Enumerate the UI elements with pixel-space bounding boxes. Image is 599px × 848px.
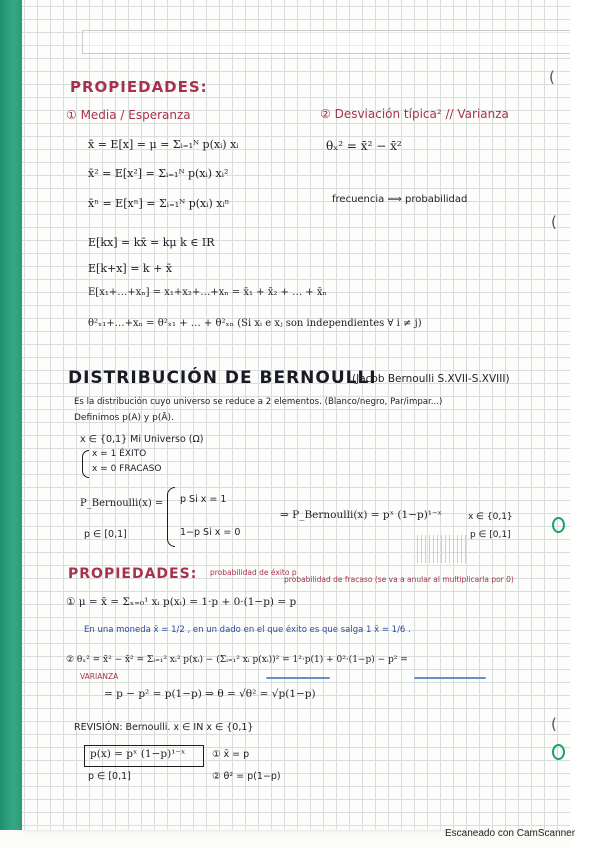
header-box [82,30,584,54]
bernoulli-title: DISTRIBUCIÓN DE BERNOULLI [68,368,377,388]
cases-brace [167,487,175,547]
grid-paper-page [22,0,570,830]
binder-hole-mark: ( [549,68,555,86]
binder-hole-mark: ( [551,715,557,733]
revision-mean: ① x̄ = p [212,749,250,760]
bernoulli-universe: x ∈ {0,1} Mi Universo (Ω) [80,434,204,445]
formula-nth-moment: x̄ⁿ = E[xⁿ] = Σᵢ₌₁ᴺ p(xᵢ) xᵢⁿ [88,197,230,210]
frequency-note: frecuencia ⟹ probabilidad [332,194,468,205]
bernoulli-pmf-compact: ⇒ P_Bernoulli(x) = pˣ (1−p)¹⁻ˣ [280,509,443,521]
revision-variance: ② θ² = p(1−p) [212,771,281,782]
p-range: p ∈ [0,1] [84,529,127,540]
note-failure-prob: probabilidad de fracaso (se va a anular al multiplicarla por 0) [284,575,514,584]
note-success-prob: probabilidad de éxito p [210,568,297,577]
variance-subtitle: ② Desviación típica² // Varianza [320,107,509,121]
page-margin [570,0,599,848]
case-failure: 1−p Si x = 0 [180,527,241,538]
property-scale: E[kx] = kx̄ = kμ k ∈ IR [88,236,215,249]
bernoulli-attribution: (Jacob Bernoulli S.XVII-S.XVIII) [352,373,510,385]
bernoulli-description: Es la distribución cuyo universo se reduce a 2 elementos. (Blanco/negro, Par/impar...) [74,397,443,407]
property-shift: E[k+x] = k + x̄ [88,262,172,275]
case-success: p Si x = 1 [180,494,227,505]
formula-second-moment: x̄² = E[x²] = Σᵢ₌₁ᴺ p(xᵢ) xᵢ² [88,167,229,180]
pink-hatch-marks [417,535,467,563]
outcome-failure: x = 0 FRACASO [92,464,162,474]
variance-label: VARIANZA [80,672,119,681]
formula-variance: θₓ² = x̄² − x̄² [326,139,402,153]
bernoulli-std-dev: = p − p² = p(1−p) ⇒ θ = √θ² = √p(1−p) [104,688,316,700]
outcome-brace [82,450,89,478]
bernoulli-mean: ① μ = x̄ = Σₓ₌₀¹ xᵢ p(xᵢ) = 1·p + 0·(1−p) = p [66,596,297,608]
domain-p: p ∈ [0,1] [470,530,511,540]
notebook-spine [0,0,22,830]
property-variance-sum: θ²ₓ₁+…+xₙ = θ²ₓ₁ + … + θ²ₓₙ (Si xᵢ e xⱼ son independientes ∀ i ≠ j) [88,318,422,329]
revision-header: REVISIÓN: Bernoulli. x ∈ IN x ∈ {0,1} [74,722,254,733]
section2-heading: PROPIEDADES: [68,566,198,582]
bernoulli-definition: Definimos p(A) y p(Ā). [74,413,174,423]
section1-heading: PROPIEDADES: [70,78,208,96]
bernoulli-variance: ② θₓ² = x̄² − x̄² = Σᵢ₌₁² xᵢ² p(xᵢ) − (Σᵢ₌₁² xᵢ p(xᵢ))² = 1²·p(1) + 0²·(1−p) − p² = [66,655,408,665]
mean-subtitle: ① Media / Esperanza [66,108,191,122]
scanner-footer: Escaneado con CamScanner [445,828,576,839]
green-binder-ring [552,744,565,760]
property-sum: E[x₁+…+xₙ] = x₁+x₂+…+xₙ = x̄₁ + x̄₂ + … + x̄ₙ [88,287,327,298]
blue-brace-underline [266,677,330,679]
binder-hole-mark: ( [551,213,557,231]
green-binder-ring [552,517,565,533]
revision-p-range: p ∈ [0,1] [88,771,131,782]
bernoulli-pmf-label: P_Bernoulli(x) = [80,498,164,509]
outcome-success: x = 1 ÉXITO [92,449,147,459]
boxed-pmf: p(x) = pˣ (1−p)¹⁻ˣ [90,748,186,760]
formula-mean: x̄ = E[x] = μ = Σᵢ₌₁ᴺ p(xᵢ) xᵢ [88,138,239,151]
blue-brace-underline [414,677,486,679]
mean-example: En una moneda x̄ = 1/2 , en un dado en el que éxito es que salga 1 x̄ = 1/6 . [84,625,411,635]
domain-x: x ∈ {0,1} [468,512,513,522]
